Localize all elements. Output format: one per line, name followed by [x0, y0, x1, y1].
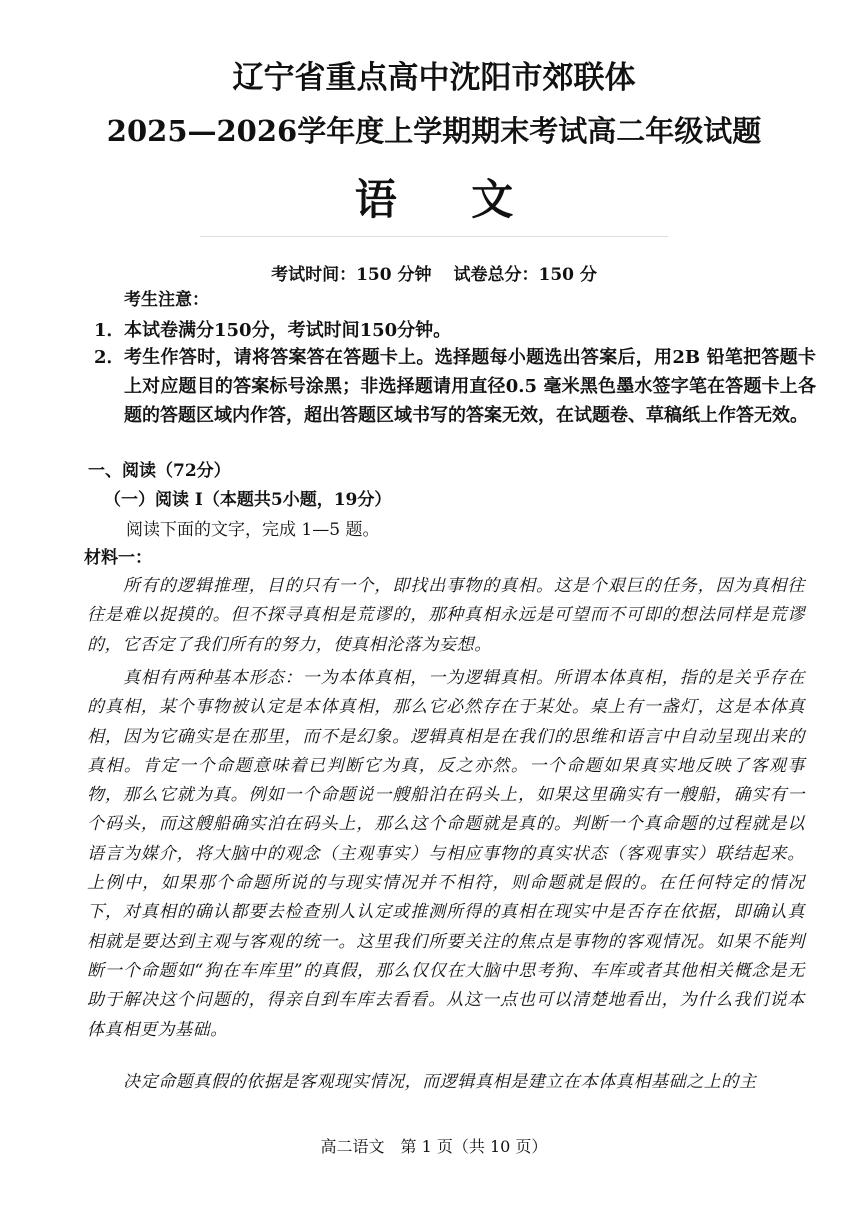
- notice-item-text: 考生作答时，请将答案答在答题卡上。选择题每小题选出答案后，用2B 铅笔把答题卡上对应题目的答案标号涂黑；非选择题请用直径0.5 毫米黑色墨水签字笔在答题卡上各题的答题区域内作答，超出答题区域书写的答案无效，在试题卷、草稿纸上作答无效。: [124, 347, 816, 426]
- notice-item-number: 2．: [94, 347, 125, 368]
- notice-item-text: 本试卷满分150分，考试时间150分钟。: [124, 320, 452, 341]
- section-title: 一、阅读（72分）: [88, 461, 231, 481]
- notice-item-1: [94, 316, 816, 345]
- exam-total-score: 试卷总分：150 分: [453, 265, 597, 285]
- passage-paragraph-1: 所有的逻辑推理，目的只有一个，即找出事物的真相。这是个艰巨的任务，因为真相往往是难以捉摸的。但不探寻真相是荒谬的，那种真相永远是可望而不可即的想法同样是荒谬的，它否定了我们所有的努力，使真相沦落为妄想。: [87, 576, 805, 655]
- page-footer: 高二语文 第 1 页（共 10 页）: [320, 1137, 548, 1156]
- passage-paragraph-2: 真相有两种基本形态：一为本体真相，一为逻辑真相。所谓本体真相，指的是关乎存在的真相，某个事物被认定是本体真相，那么它必然存在于某处。桌上有一盏灯，这是本体真相，因为它确实是在那里，而不是幻象。逻辑真相是在我们的思维和语言中自动呈现出来的真相。肯定一个命题意味着已判断它为真，反之亦然。一个命题如果真实地反映了客观事物，那么它就为真。例如一个命题说一艘船泊在码头上，如果这里确实有一艘船，确实有一个码头，而这艘船确实泊在码头上，那么这个命题就是真的。判断一个真命题的过程就是以语言为媒介，将大脑中的观念（主观事实）与相应事物的真实状态（客观事实）联结起来。上例中，如果那个命题所说的与现实情况并不相符，则命题就是假的。在任何特定的情况下，对真相的确认都要去检查别人认定或推测所得的真相在现实中是否存在依据，即确认真相就是要达到主观与客观的统一。这里我们所要关注的焦点是事物的客观情况。如果不能判断一个命题如“狗在车库里”的真假，那么仅仅在大脑中思考狗、车库或者其他相关概念是无助于解决这个问题的，得亲自到车库去看看。从这一点也可以清楚地看出，为什么我们说本体真相更为基础。: [87, 668, 805, 1040]
- notice-item-number: 1．: [94, 320, 125, 341]
- exam-title-line1: 辽宁省重点高中沈阳市郊联体: [232, 60, 636, 96]
- exam-time: 考试时间：150 分钟: [271, 265, 432, 285]
- subsection-title: （一）阅读 I（本题共5小题，19分）: [104, 490, 392, 510]
- notice-heading: 考生注意：: [124, 290, 209, 310]
- passage-paragraph-3: 决定命题真假的依据是客观现实情况，而逻辑真相是建立在本体真相基础之上的主: [123, 1072, 757, 1092]
- reading-instruction: 阅读下面的文字，完成 1—5 题。: [126, 520, 380, 540]
- material-label: 材料一：: [84, 548, 152, 568]
- title-divider: [200, 236, 668, 237]
- exam-meta: [0, 262, 868, 288]
- exam-title-line2: 2025—2026学年度上学期期末考试高二年级试题: [106, 114, 762, 148]
- notice-item-2: [94, 343, 816, 430]
- subject-title: 语 文: [354, 175, 544, 224]
